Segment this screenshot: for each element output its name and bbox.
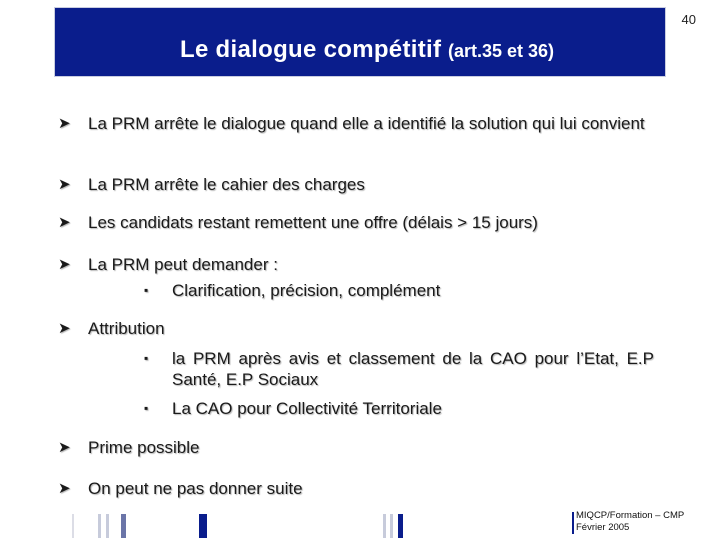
bullet-text: La PRM peut demander : [88,255,278,274]
sub-bullet-item [144,280,644,301]
title-main: Le dialogue compétitif [179,36,442,63]
decor-bar [398,514,403,538]
square-bullet-icon: ▪ [144,283,149,297]
bullet-text: Attribution [88,319,165,338]
footer-decoration [0,508,560,538]
bullet-item [58,478,668,499]
decor-bar [390,514,393,538]
slide-title [117,36,617,64]
sub-bullet-text: Clarification, précision, complément [172,281,441,300]
sub-bullet-item [144,398,654,419]
decor-bar [98,514,101,538]
arrow-bullet-icon: ➤ [58,176,71,193]
bullet-text: La PRM arrête le dialogue quand elle a identifié la solution qui lui convient [88,114,645,133]
bullet-item [58,174,668,195]
bullet-text: On peut ne pas donner suite [88,479,303,498]
sub-bullet-text: la PRM après avis et classement de la CAO pour l’Etat, E.P Santé, E.P Sociaux [172,349,654,389]
sub-bullet-item [144,348,654,390]
footer-separator [572,512,574,534]
bullet-item [58,437,668,458]
arrow-bullet-icon: ➤ [58,214,71,231]
bullet-item [58,318,668,339]
decor-bar [121,514,126,538]
bullet-text: La PRM arrête le cahier des charges [88,175,365,194]
bullet-item [58,113,668,134]
decor-bar [106,514,109,538]
bullet-text: Les candidats restant remettent une offre (délais > 15 jours) [88,213,538,232]
decor-bar [199,514,207,538]
decor-bar [72,514,74,538]
sub-bullet-text: La CAO pour Collectivité Territoriale [172,399,442,418]
bullet-item [58,212,668,233]
arrow-bullet-icon: ➤ [58,439,71,456]
title-sub: (art.35 et 36) [447,41,555,61]
footer-credit [576,510,684,534]
arrow-bullet-icon: ➤ [58,256,71,273]
square-bullet-icon: ▪ [144,401,149,415]
title-banner [54,7,666,77]
arrow-bullet-icon: ➤ [58,480,71,497]
bullet-item [58,254,668,275]
page-number: 40 [681,12,696,27]
footer-line: Février 2005 [576,522,630,533]
arrow-bullet-icon: ➤ [58,115,71,132]
footer-line: MIQCP/Formation – CMP [576,510,685,521]
bullet-text: Prime possible [88,438,200,457]
decor-bar [383,514,386,538]
square-bullet-icon: ▪ [144,351,149,365]
arrow-bullet-icon: ➤ [58,320,71,337]
